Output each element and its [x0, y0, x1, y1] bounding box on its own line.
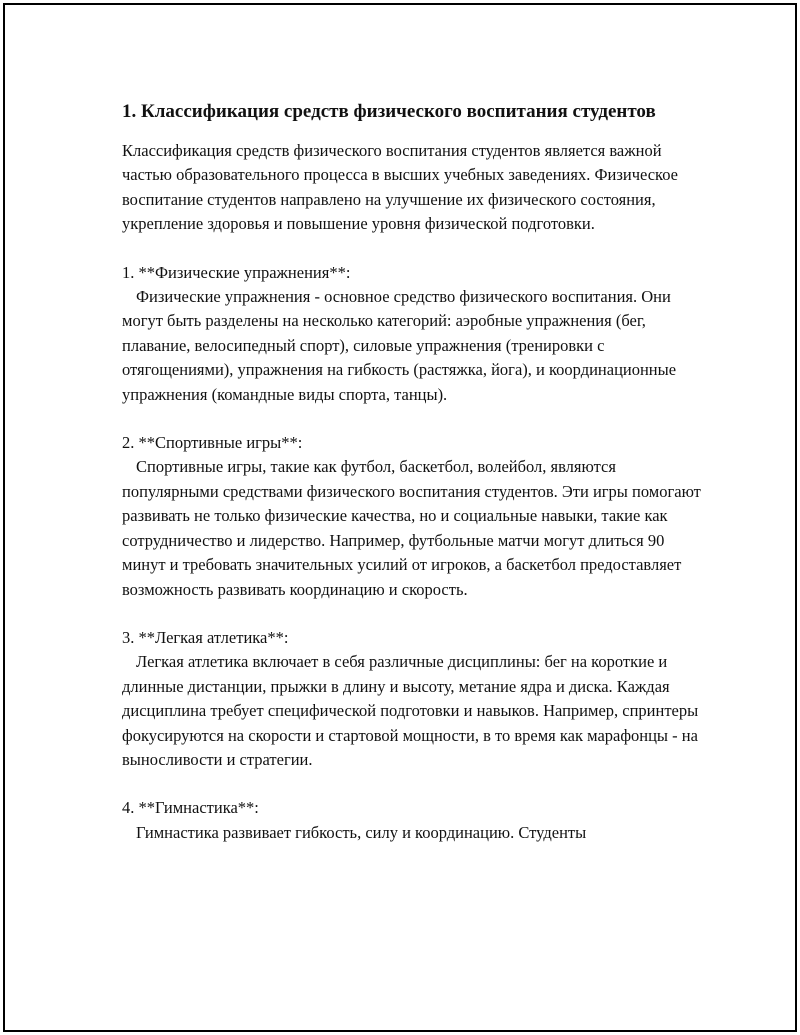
- section-heading: 2. **Спортивные игры**:: [122, 433, 303, 453]
- section-physical-exercises: [122, 261, 702, 407]
- section-body: Легкая атлетика включает в себя различные дисциплины: бег на короткие и длинные дистанции, прыжки в длину и высоту, метание ядра и диска. Каждая дисциплина требует специфической подготовки и навыков. Например, спринтеры фокусируются на скорости и стартовой мощности, в то время как марафонцы - на выносливости и стратегии.: [122, 652, 699, 769]
- intro-paragraph: Классификация средств физического воспитания студентов является важной частью образовательного процесса в высших учебных заведениях. Физическое воспитание студентов направлено на улучшение их физического состояния, укрепление здоровья и повышение уровня физической подготовки.: [122, 141, 679, 234]
- page-title: 1. Классификация средств физического воспитания студентов: [122, 101, 656, 122]
- section-body: Спортивные игры, такие как футбол, баскетбол, волейбол, являются популярными средствами физического воспитания студентов. Эти игры помогают развивать не только физические качества, но и социальные навыки, такие как сотрудничество и лидерство. Например, футбольные матчи могут длиться 90 минут и требовать значительных усилий от игроков, а баскетбол предоставляет возможность развивать координацию и скорость.: [122, 457, 701, 599]
- section-body: Физические упражнения - основное средство физического воспитания. Они могут быть разделены на несколько категорий: аэробные упражнения (бег, плавание, велосипедный спорт), силовые упражнения (тренировки с отягощениями), упражнения на гибкость (растяжка, йога), и координационные упражнения (командные виды спорта, танцы).: [122, 287, 677, 404]
- section-heading: 3. **Легкая атлетика**:: [122, 627, 289, 647]
- document-body: [122, 98, 702, 869]
- section-body: Гимнастика развивает гибкость, силу и координацию. Студенты: [136, 822, 587, 842]
- section-heading: 1. **Физические упражнения**:: [122, 262, 351, 282]
- section-heading: 4. **Гимнастика**:: [122, 798, 259, 818]
- section-gymnastics: [122, 796, 702, 845]
- section-sport-games: [122, 431, 702, 602]
- section-athletics: [122, 626, 702, 772]
- page-frame: [3, 3, 797, 1032]
